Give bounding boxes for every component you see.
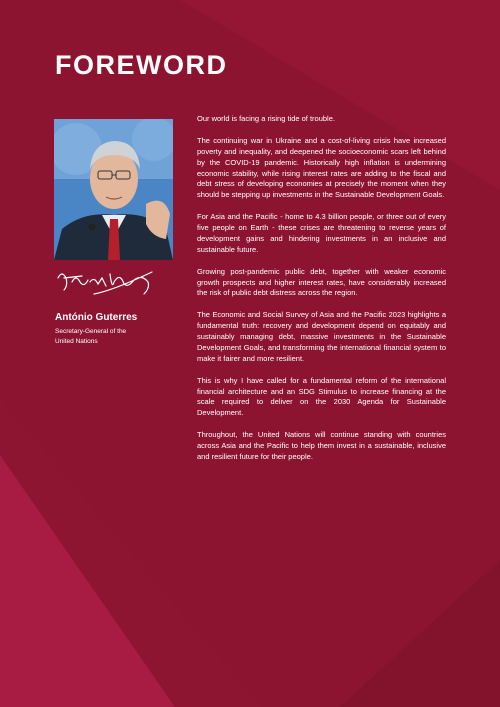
paragraph: For Asia and the Pacific - home to 4.3 billion people, or three out of every five people on Earth - these crises are threatening to reverse years of development gains and hindering investments in an inclusive and sustainable future.: [197, 212, 446, 254]
paragraph: The Economic and Social Survey of Asia and the Pacific 2023 highlights a fundamental truth: recovery and development depend on equitably and sustainably managing debt, massive investments in the Sustainable Development Goals, and transforming the international financial system to make it fairer and more resilient.: [197, 310, 446, 363]
foreword-body: [197, 114, 446, 474]
paragraph: This is why I have called for a fundamental reform of the international financial architecture and an SDG Stimulus to increase financing at the scale required to deliver on the 2030 Agenda for Sustainable Development.: [197, 375, 446, 418]
signature-image: [54, 264, 156, 302]
paragraph: The continuing war in Ukraine and a cost-of-living crisis have increased poverty and inequality, and deepened the socioeconomic scars left behind by the COVID-19 pandemic. Historically high inflation is undermining economic stability, while rising interest rates are adding to the fiscal and debt stress of developing economies at precisely the moment when they should be stepping up investments in the Sustainable Development Goals.: [197, 135, 446, 200]
paragraph: Throughout, the United Nations will continue standing with countries across Asia and the Pacific to help them invest in a sustainable, inclusive and resilient future for their people.: [197, 430, 446, 461]
page-title: FOREWORD: [55, 50, 228, 80]
author-title: Secretary-General of the United Nations: [55, 328, 127, 345]
paragraph: Our world is facing a rising tide of trouble.: [197, 114, 335, 123]
author-name: António Guterres: [55, 312, 138, 323]
paragraph: Growing post-pandemic public debt, together with weaker economic growth prospects and higher interest rates, have considerably increased the risk of public debt distress across the region.: [197, 266, 446, 298]
author-portrait: [54, 119, 173, 260]
